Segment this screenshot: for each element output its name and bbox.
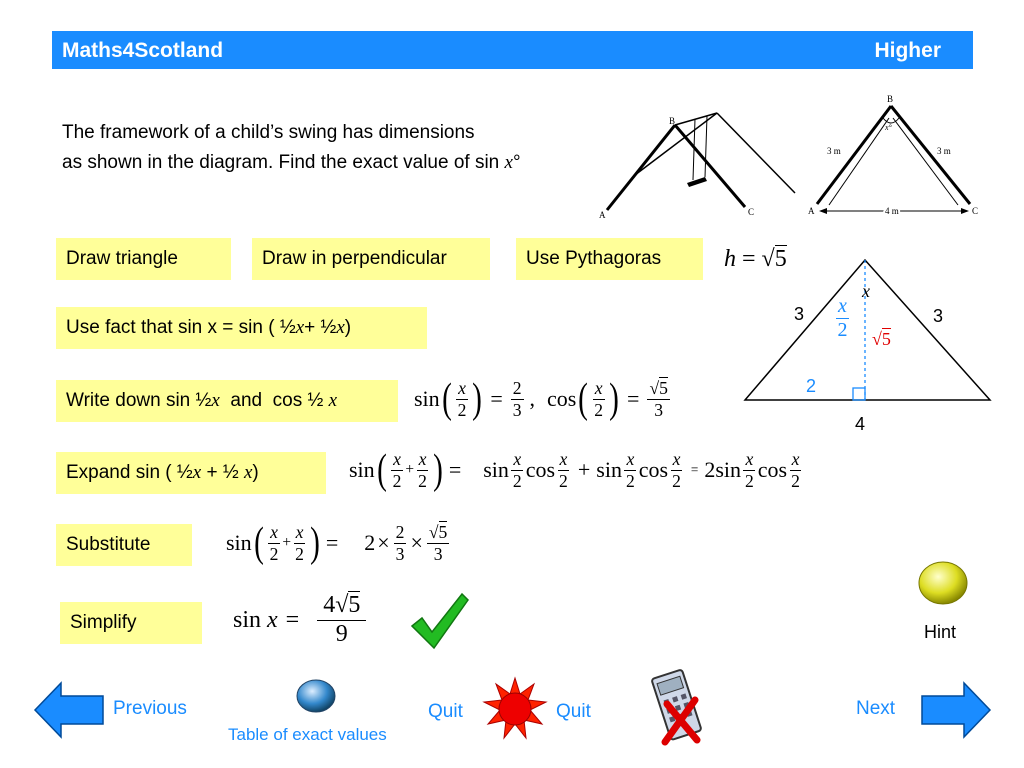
header-bar [52, 31, 973, 69]
triangle-right-side: 3 [933, 306, 944, 326]
write-down-button[interactable]: Write down sin ½ x and cos ½ x [56, 380, 398, 422]
calculator-off-icon[interactable] [651, 666, 707, 746]
frame-base: 4 m [885, 206, 899, 216]
frame-side-right: 3 m [937, 146, 951, 156]
final-answer: sin x = $\frac{4√5}{9}$ [233, 588, 368, 652]
draw-perpendicular-button[interactable]: Draw in perpendicular [252, 238, 490, 280]
substitution-formula: sin ( $\frac{x}{2}$ + $\frac{x}{2}$ ) = 2 × $\frac{2}{3}$ × $\frac{√5}{3}$ [226, 520, 448, 566]
expand-button[interactable]: Expand sin ( ½ x + ½ x ) [56, 452, 326, 494]
table-of-exact-values-link[interactable]: Table of exact values [228, 725, 387, 744]
use-pythagoras-button[interactable]: Use Pythagoras [516, 238, 703, 280]
triangle-diagram [740, 255, 1000, 435]
table-bulb-icon[interactable] [294, 676, 338, 716]
quit-link-left[interactable]: Quit [428, 701, 463, 722]
draw-triangle-button[interactable]: Draw triangle [56, 238, 231, 280]
triangle-left-side: 3 [794, 304, 805, 324]
swing-label-b: B [669, 116, 676, 126]
half-base: 2 [806, 376, 817, 396]
next-link[interactable]: Next [856, 698, 896, 719]
swing-label-a: A [599, 210, 606, 220]
use-fact-button[interactable]: Use fact that sin x = sin ( ½ x + ½ x ) [56, 307, 427, 349]
hint-bulb-icon[interactable] [916, 558, 970, 608]
frame-side-left: 3 m [827, 146, 841, 156]
substitute-button[interactable]: Substitute [56, 524, 192, 566]
previous-link[interactable]: Previous [113, 698, 187, 719]
expansion-formula: sin ( $\frac{x}{2}$ + $\frac{x}{2}$ ) = sin $\frac{x}{2}$ cos $\frac{x}{2}$ + sin $\frac{x}{2}$ cos $\frac{x}{2}$ = 2 sin $\frac{x}{2}$ cos $\frac{x}{2}$ [349, 447, 800, 493]
previous-arrow-icon[interactable] [33, 681, 105, 739]
next-arrow-icon[interactable] [920, 681, 992, 739]
quit-sun-icon[interactable] [482, 676, 548, 742]
h-equation: h = √5 [724, 246, 787, 272]
frame-angle: x° [885, 123, 892, 132]
half-angle-fraction: x 2 [837, 295, 848, 341]
triangle-top-angle: x [862, 281, 870, 301]
question-line-1: The framework of a child’s swing has dimensions [62, 122, 475, 143]
frame-diagram [805, 92, 990, 222]
quit-link-right[interactable]: Quit [556, 701, 591, 722]
half-angle-values: sin ( $\frac{x}{2}$ ) = $\frac{2}{3}$ , cos ( $\frac{x}{2}$ ) = $\frac{√5}{3}$ [414, 376, 668, 422]
simplify-button[interactable]: Simplify [60, 602, 202, 644]
triangle-base: 4 [855, 414, 866, 434]
hint-label[interactable]: Hint [924, 622, 957, 642]
frame-label-b: B [887, 94, 894, 104]
question-line-2: as shown in the diagram. Find the exact value of sin x° [62, 152, 521, 173]
swing-label-c: C [748, 207, 755, 217]
swing-diagram [595, 105, 800, 225]
tick-icon [408, 590, 470, 652]
frame-label-a: A [808, 206, 815, 216]
height-sqrt5: √5 [872, 329, 891, 349]
question-text [62, 118, 521, 178]
site-title: Maths4Scotland [62, 39, 224, 62]
level-title: Higher [874, 39, 941, 62]
frame-label-c: C [972, 206, 979, 216]
